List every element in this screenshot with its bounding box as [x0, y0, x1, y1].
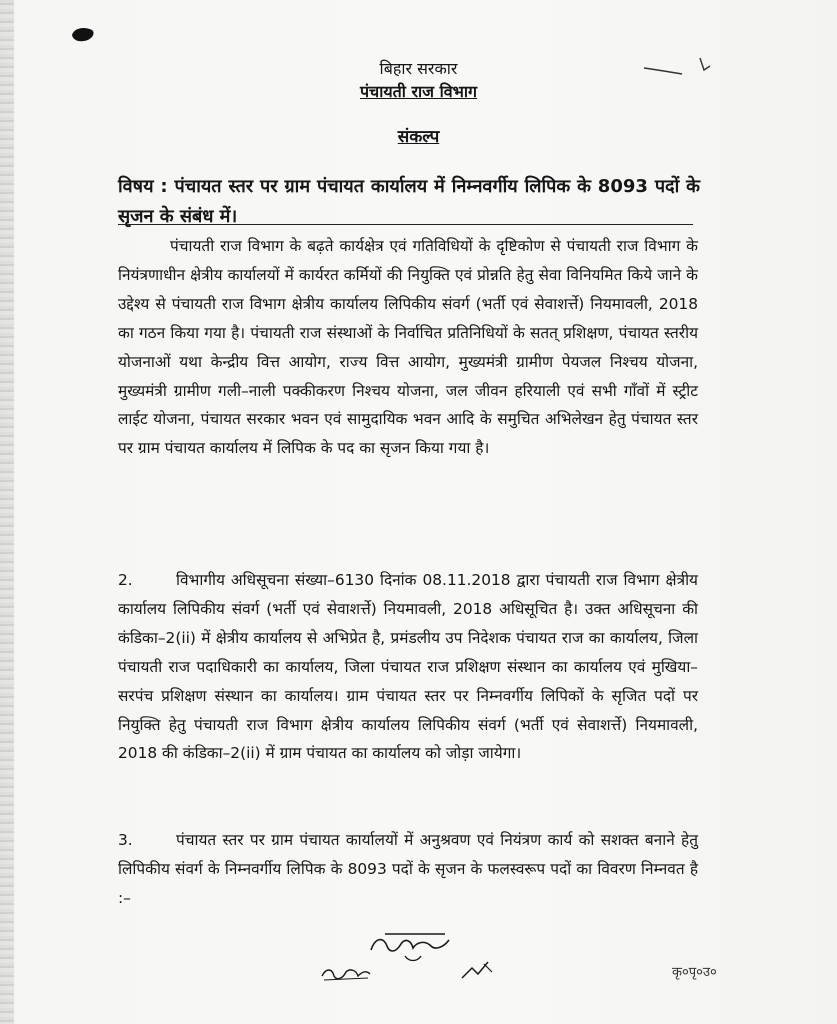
paragraph-text: पंचायत स्तर पर ग्राम पंचायत कार्यालयों में अनुश्रवण एवं नियंत्रण कार्य को सशक्त बनाने हेतु लिपिकीय संवर्ग के निम्नवर्गीय लिपिक के 8093 पदों के सृजन के फलस्वरूप पदों का विवरण निम्नवत है :–	[118, 831, 698, 907]
department-name: पंचायती राज विभाग	[359, 82, 478, 101]
paragraph-1: पंचायती राज विभाग के बढ़ते कार्यक्षेत्र एवं गतिविधियों के दृष्टिकोण से पंचायती राज विभाग के नियंत्रणाधीन क्षेत्रीय कार्यालयों में कार्यरत कर्मियों की नियुक्ति एवं प्रोन्नति हेतु सेवा विनियमित किये जाने के उद्देश्य से पंचायती राज विभाग क्षेत्रीय कार्यालय लिपिकीय संवर्ग (भर्ती एवं सेवाशर्त्ते) नियमावली, 2018 का गठन किया गया है। पंचायती राज संस्थाओं के निर्वाचित प्रतिनिधियों के सतत् प्रशिक्षण, पंचायत स्तरीय योजनाओं यथा केन्द्रीय वित्त आयोग, राज्य वित्त आयोग, मुख्यमंत्री ग्रामीण पेयजल निश्चय योजना, मुख्यमंत्री ग्रामीण गली–नाली पक्कीकरण निश्चय योजना, जल जीवन हरियाली एवं सभी गाँवों में स्ट्रीट लाईट योजना, पंचायत सरकार भवन एवं सामुदायिक भवन आदि के समुचित अभिलेखन हेतु पंचायत स्तर पर ग्राम पंचायत कार्यालय में लिपिक के पद का सृजन किया गया है।	[118, 237, 698, 458]
initial-handwritten-mid	[458, 958, 498, 982]
subject-label: विषय :	[118, 176, 168, 197]
subject-line	[118, 172, 700, 232]
ink-blot-mark	[70, 26, 96, 44]
signature-handwritten	[365, 928, 465, 968]
paragraph-text: विभागीय अधिसूचना संख्या–6130 दिनांक 08.11.2018 द्वारा पंचायती राज विभाग क्षेत्रीय कार्यालय लिपिकीय संवर्ग (भर्ती एवं सेवाशर्त्ते) नियमावली, 2018 अधिसूचित है। उक्त अधिसूचना की कंडिका–2(ii) में क्षेत्रीय कार्यालय से अभिप्रेत है, प्रमंडलीय उप निदेशक पंचायत राज का कार्यालय, जिला पंचायती राज पदाधिकारी का कार्यालय, जिला पंचायत राज प्रशिक्षण संस्थान का कार्यालय एवं मुखिया–सरपंच प्रशिक्षण संस्थान का कार्यालय। ग्राम पंचायत स्तर पर निम्नवर्गीय लिपिकों के सृजित पदों पर नियुक्ति हेतु पंचायती राज विभाग क्षेत्रीय कार्यालय लिपिकीय संवर्ग (भर्ती एवं सेवाशर्त्ते) नियमावली, 2018 की कंडिका–2(ii) में ग्राम पंचायत का कार्यालय को जोड़ा जायेगा।	[118, 571, 698, 763]
paragraph-2	[118, 566, 698, 768]
page-continuation-note: कृ०पृ०उ०	[672, 965, 717, 980]
paragraph-number: 3.	[118, 831, 133, 849]
initial-handwritten-left	[318, 960, 374, 986]
paragraph-3	[118, 826, 698, 913]
paragraph-number: 2.	[118, 571, 133, 589]
resolution-title: संकल्प	[397, 127, 440, 147]
subject-divider	[118, 224, 693, 225]
government-name: बिहार सरकार	[379, 59, 458, 78]
scan-binding-edge	[0, 0, 14, 1024]
subject-text: पंचायत स्तर पर ग्राम पंचायत कार्यालय में निम्नवर्गीय लिपिक के 8093 पदों के सृजन के संबंध में।	[118, 176, 700, 227]
